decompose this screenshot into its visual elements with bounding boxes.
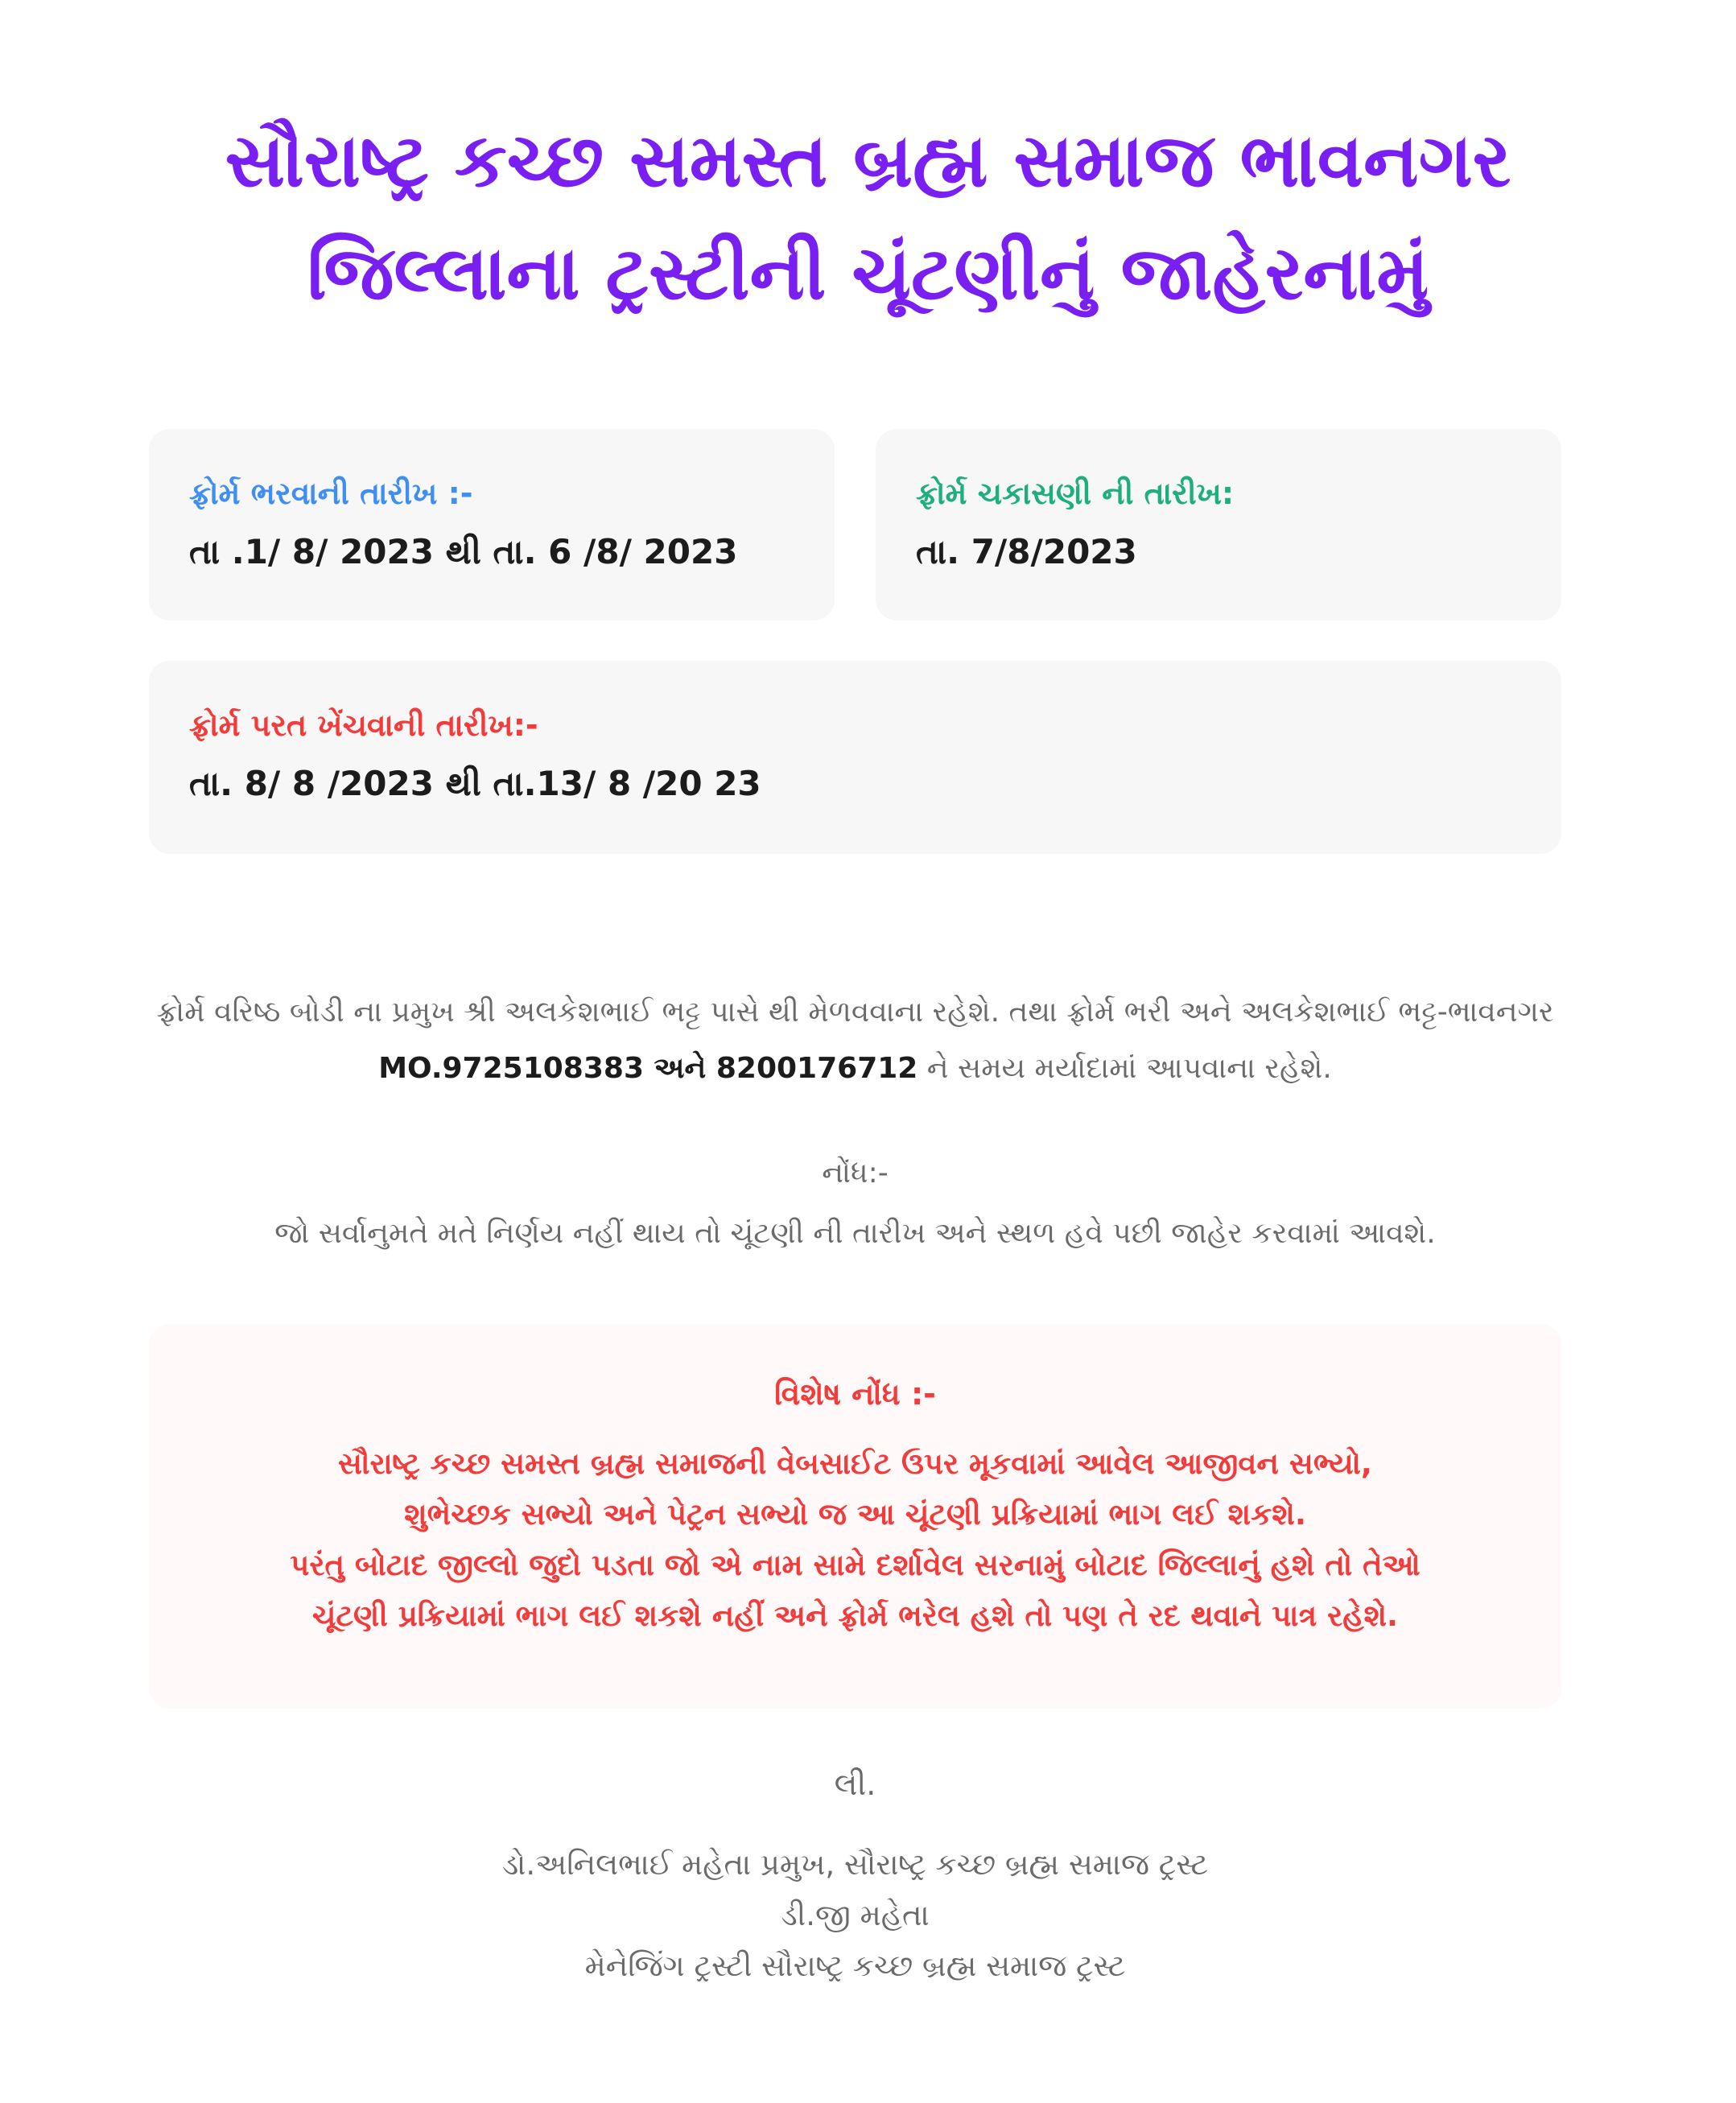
special-note-line: શુભેચ્છક સભ્યો અને પેટ્રન સભ્યો જ આ ચૂંટણી પ્રક્રિયામાં ભાગ લઈ શકશે.: [404, 1497, 1306, 1532]
instructions-text-2: ને સમય મર્યાદામાં આપવાના રહેશે.: [917, 1052, 1332, 1085]
signature-line: ડો.અનિલભાઈ મહેતા પ્રમુખ, સૌરાષ્ટ્ર કચ્છ બ્રહ્મ સમાજ ટ્રસ્ટ: [501, 1847, 1209, 1882]
form-withdraw-date-card: [149, 661, 1561, 854]
title-line-1: સૌરાષ્ટ્ર કચ્છ સમસ્ત બ્રહ્મ સમાજ ભાવનગર: [225, 118, 1511, 204]
form-withdraw-date-value: તા. 8/ 8 /2023 થી તા.13/ 8 /20 23: [189, 764, 761, 803]
special-note-lines: [149, 1438, 1561, 1641]
signature-line: મેનેજિંગ ટ્રસ્ટી સૌરાષ્ટ્ર કચ્છ બ્રહ્મ સમાજ ટ્રસ્ટ: [584, 1948, 1126, 1983]
form-fill-date-card: [149, 429, 835, 621]
form-fill-date-label: ફ્રોર્મ ભરવાની તારીખ :-: [189, 476, 473, 511]
form-check-date-label: ફ્રોર્મ ચકાસણી ની તારીખ:: [916, 476, 1235, 511]
form-instructions-paragraph: [149, 984, 1561, 1097]
instructions-text-1: ફ્રોર્મ વરિષ્ઠ બોડી ના પ્રમુખ શ્રી અલકેશભાઈ ભટ્ટ પાસે થી મેળવવાના રહેશે. તથા ફ્રોર્મ ભરી અને અલકેશભાઈ ભટ્ટ-ભાવનગર: [156, 996, 1554, 1029]
form-check-date-card: [876, 429, 1561, 621]
contact-numbers: MO.9725108383 અને 8200176712: [378, 1052, 918, 1085]
form-fill-date-value: તા .1/ 8/ 2023 થી તા. 6 /8/ 2023: [189, 532, 738, 571]
note-label: નોંધ:-: [822, 1157, 889, 1190]
title-line-2: જિલ્લાના ટ્રસ્ટીની ચૂંટણીનું જાહેરનામું: [307, 230, 1429, 316]
form-withdraw-date-label: ફ્રોર્મ પરત ખેંચવાની તારીખ:-: [189, 707, 538, 743]
special-note-line: ચૂંટણી પ્રક્રિયામાં ભાગ લઈ શકશે નહીં અને ફ્રોર્મ ભરેલ હશે તો પણ તે રદ થવાને પાત્ર રહેશે.: [311, 1598, 1399, 1633]
special-note-title: વિશેષ નોંધ :-: [774, 1376, 936, 1412]
signature-block: [149, 1839, 1561, 1991]
special-note-line: પરંતુ બોટાદ જીલ્લો જુદો પડતા જો એ નામ સામે દર્શાવેલ સરનામું બોટાદ જિલ્લાનું હશે તો તેઓ: [290, 1548, 1421, 1582]
special-note-card: [149, 1324, 1561, 1709]
note-text: જો સર્વાનુમતે મતે નિર્ણય નહીં થાય તો ચૂંટણી ની તારીખ અને સ્થળ હવે પછી જાહેર કરવામાં આવશે.: [274, 1217, 1436, 1250]
form-check-date-value: તા. 7/8/2023: [916, 532, 1137, 571]
page-title: [80, 105, 1656, 330]
signature-line: ડી.જી મહેતા: [781, 1898, 930, 1932]
special-note-line: સૌરાષ્ટ્ર કચ્છ સમસ્ત બ્રહ્મ સમાજની વેબસાઈટ ઉપર મૂકવામાં આવેલ આજીવન સભ્યો,: [338, 1446, 1372, 1481]
signature-prefix: લી.: [834, 1767, 876, 1802]
